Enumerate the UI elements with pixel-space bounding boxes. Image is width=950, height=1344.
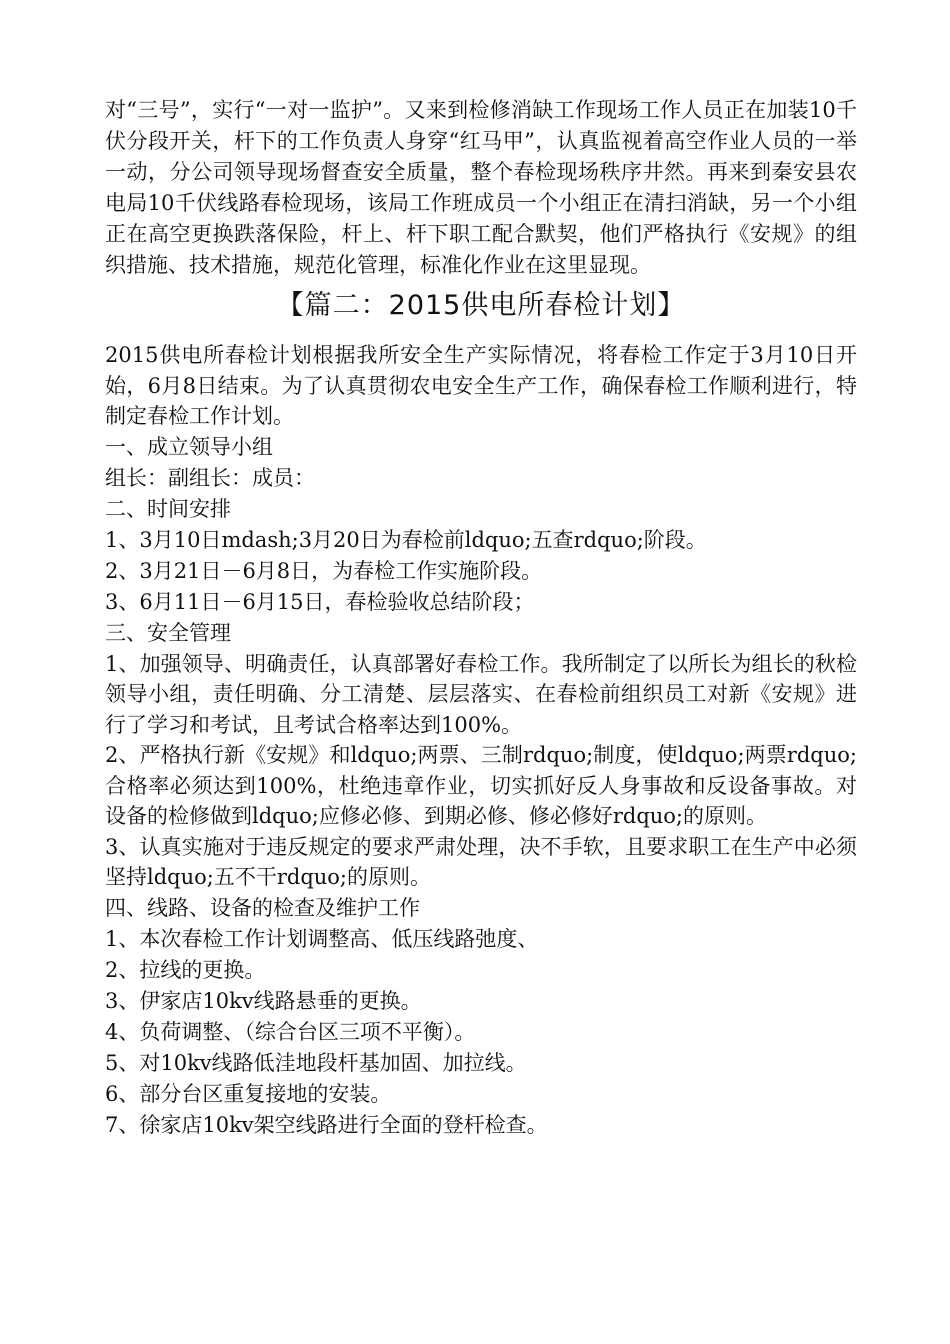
intro-paragraph: 对“三号”，实行“一对一监护”。又来到检修消缺工作现场工作人员正在加装10千伏分段开关，杆下的工作负责人身穿“红马甲”，认真监视着高空作业人员的一举一动，分公司领导现场督查安全质量，整个春检现场秩序井然。再来到秦安县农电局10千伏线路春检现场，该局工作班成员一个小组正在清扫消缺，另一个小组正在高空更换跌落保险，杆上、杆下职工配合默契，他们严格执行《安规》的组织措施、技术措施，规范化管理，标准化作业在这里显现。 <box>105 98 857 277</box>
schedule-item: 3、6月11日－6月15日，春检验收总结阶段； <box>105 589 535 614</box>
schedule-item: 1、3月10日mdash;3月20日为春检前ldquo;五查rdquo;阶段。 <box>105 527 707 552</box>
maintenance-item: 1、本次春检工作计划调整高、低压线路弛度、 <box>105 926 539 951</box>
safety-item: 3、认真实施对于违反规定的要求严肃处理，决不手软，且要求职工在生产中必须坚持ldquo;五不干rdquo;的原则。 <box>105 834 857 889</box>
maintenance-item: 4、负荷调整、（综合台区三项不平衡）。 <box>105 1019 476 1044</box>
heading-maintenance: 四、线路、设备的检查及维护工作 <box>105 895 420 920</box>
section-title: 【篇二：2015供电所春检计划】 <box>276 290 686 321</box>
safety-item: 2、严格执行新《安规》和ldquo;两票、三制rdquo;制度，使ldquo;两票rdquo;合格率必须达到100%，杜绝违章作业，切实抓好反人身事故和反设备事故。对设备的检修做到ldquo;应修必修、到期必修、修必修好rdquo;的原则。 <box>105 743 857 828</box>
heading-time-arrangement: 二、时间安排 <box>105 496 231 521</box>
schedule-item: 2、3月21日－6月8日，为春检工作实施阶段。 <box>105 558 543 583</box>
maintenance-item: 5、对10kv线路低洼地段杆基加固、加拉线。 <box>105 1050 527 1075</box>
heading-leadership-group: 一、成立领导小组 <box>105 434 273 459</box>
maintenance-item: 3、伊家店10kv线路悬垂的更换。 <box>105 988 422 1013</box>
safety-item: 1、加强领导、明确责任，认真部署好春检工作。我所制定了以所长为组长的秋检领导小组，责任明确、分工清楚、层层落实、在春检前组织员工对新《安规》进行了学习和考试，且考试合格率达到100%。 <box>105 651 857 737</box>
heading-safety-management: 三、安全管理 <box>105 620 231 645</box>
maintenance-item: 7、徐家店10kv架空线路进行全面的登杆检查。 <box>105 1112 548 1137</box>
leaders-line: 组长：副组长：成员： <box>105 465 315 490</box>
maintenance-item: 2、拉线的更换。 <box>105 957 266 982</box>
maintenance-item: 6、部分台区重复接地的安装。 <box>105 1081 392 1106</box>
document-page <box>105 95 857 1141</box>
opening-paragraph: 2015供电所春检计划根据我所安全生产实际情况，将春检工作定于3月10日开始，6月8日结束。为了认真贯彻农电安全生产工作，确保春检工作顺利进行，特制定春检工作计划。 <box>105 343 857 428</box>
